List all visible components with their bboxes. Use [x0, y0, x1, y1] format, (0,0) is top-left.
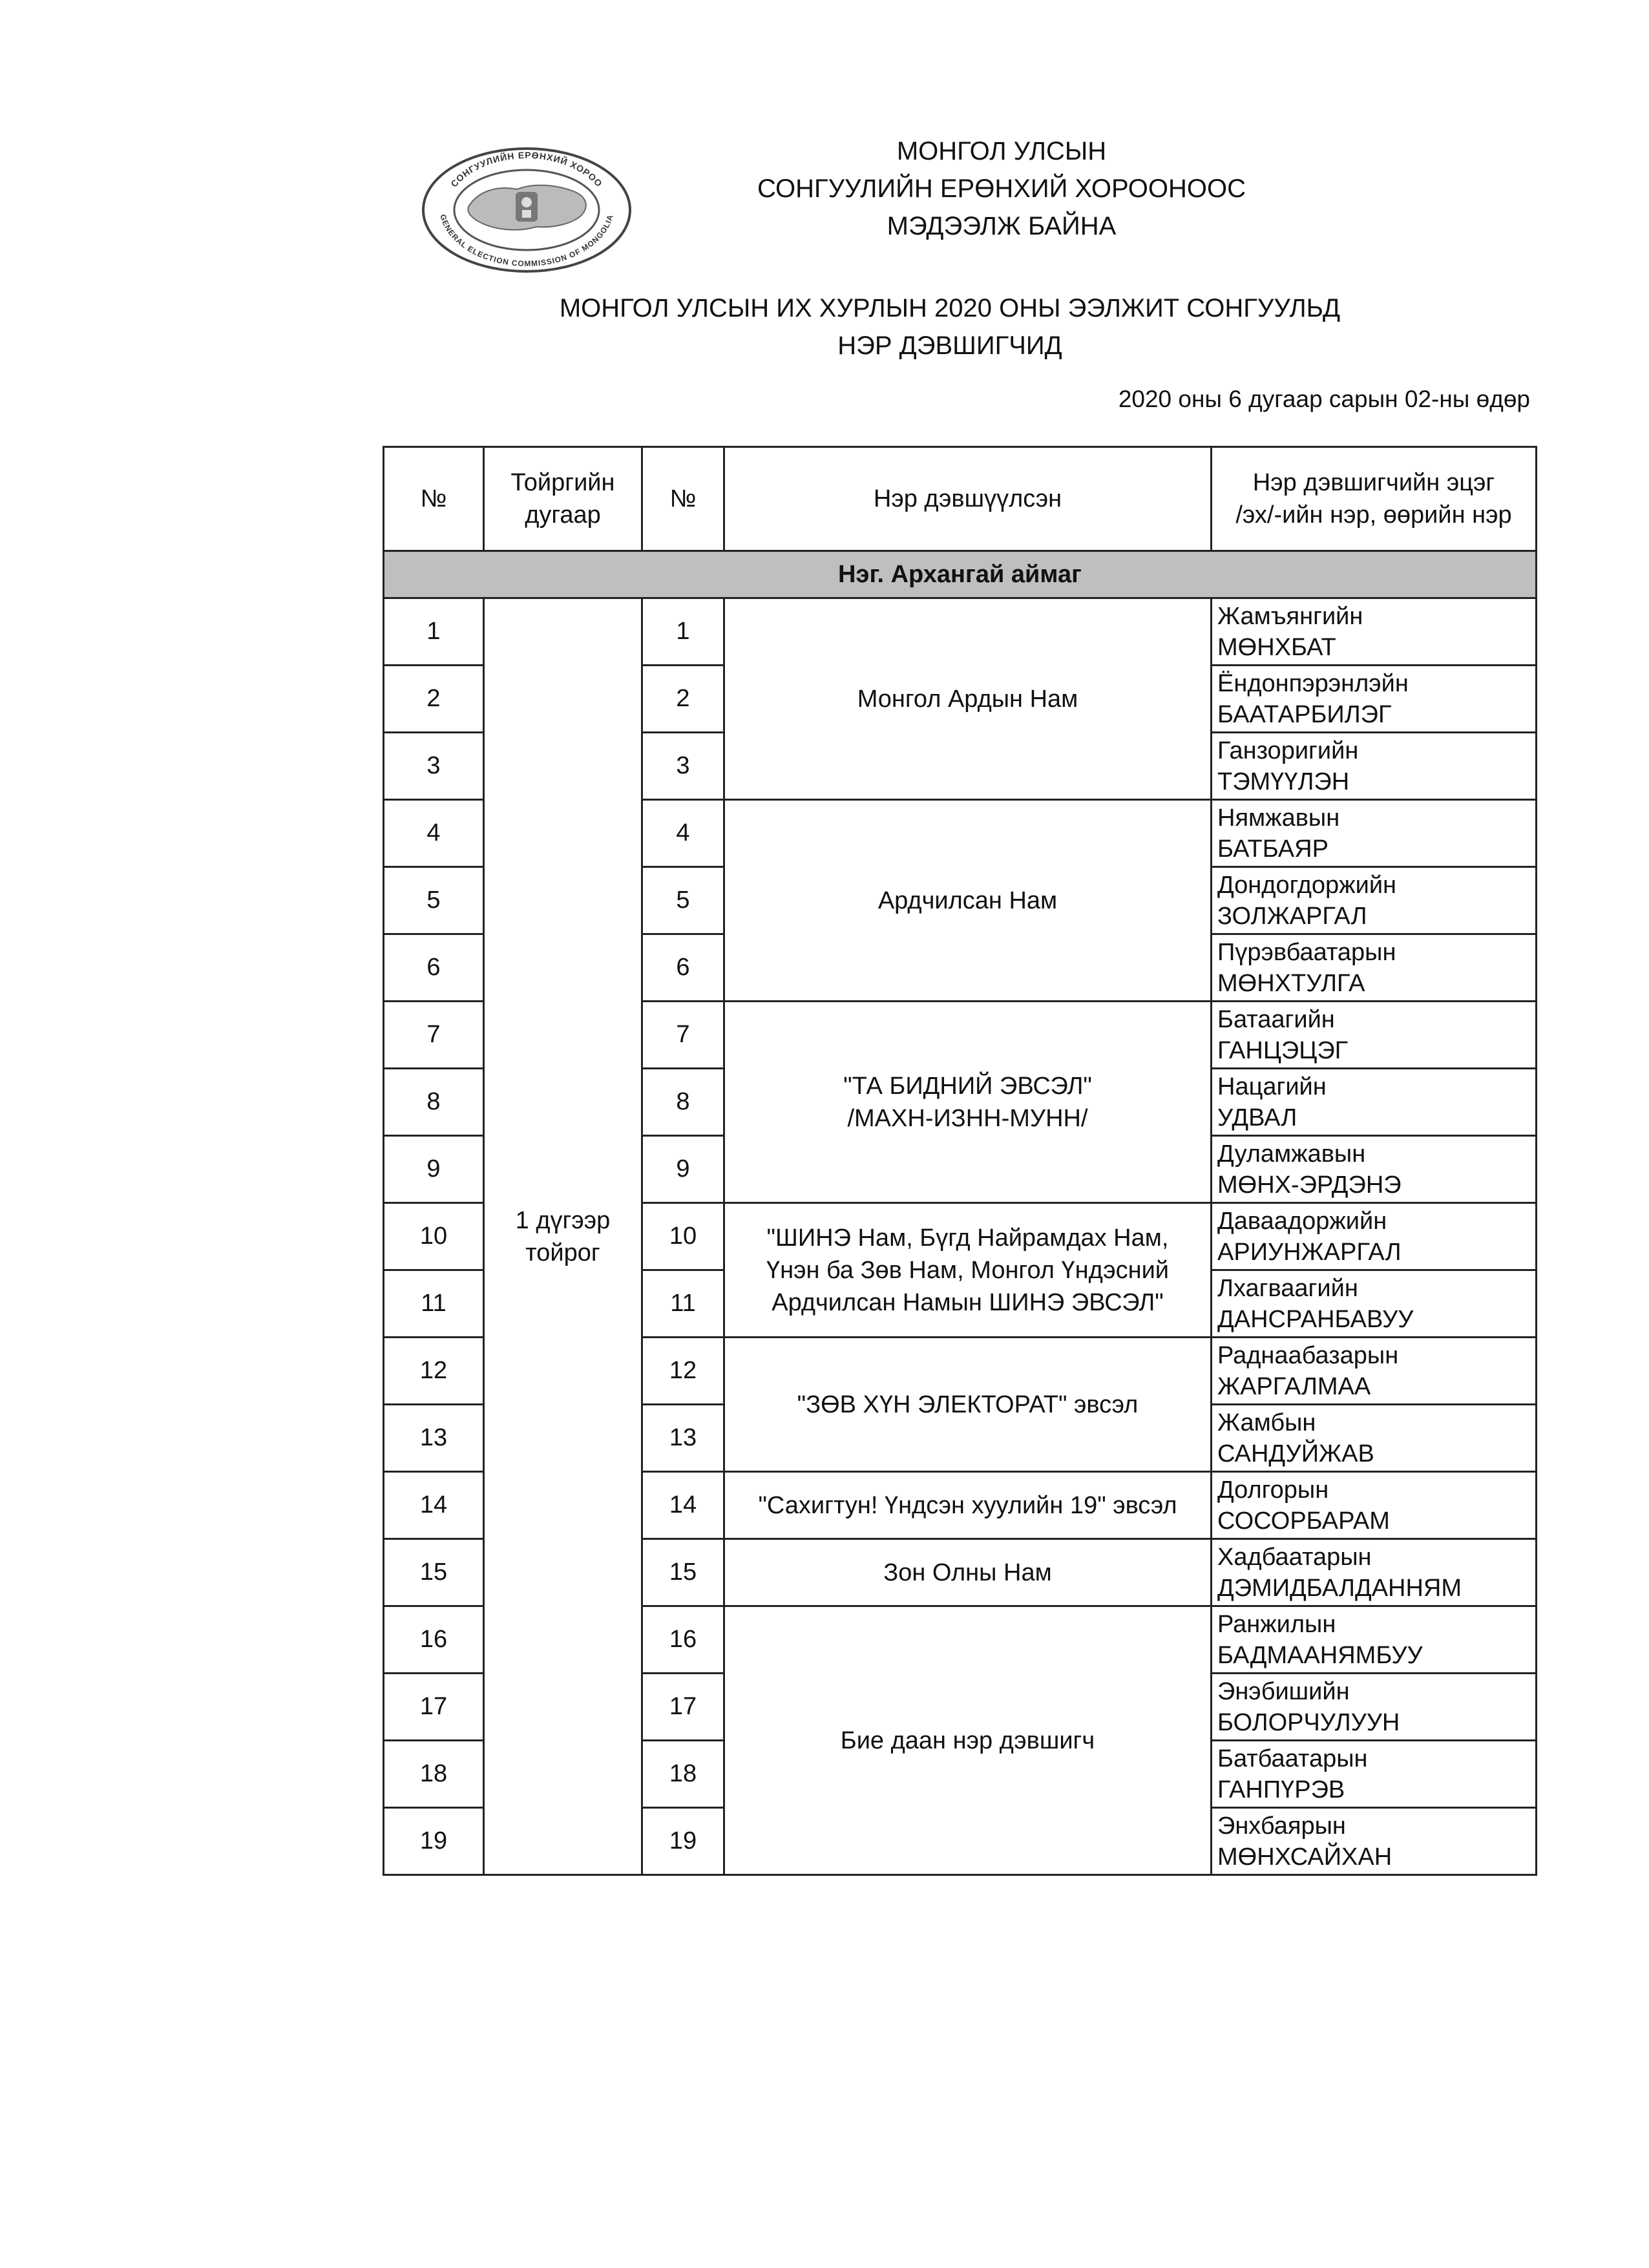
candidate-patronymic: Жамъянгийн	[1217, 602, 1363, 630]
table-header-row	[384, 447, 1537, 551]
candidate-given-name: МӨНХБАТ	[1217, 633, 1336, 661]
row-number: 11	[384, 1270, 484, 1338]
candidate-patronymic: Ганзоригийн	[1217, 737, 1359, 764]
header-no-2: №	[642, 447, 724, 551]
candidate-patronymic: Дуламжавын	[1217, 1140, 1366, 1168]
svg-text:СОНГУУЛИЙН ЕРӨНХИЙ ХОРОО: СОНГУУЛИЙН ЕРӨНХИЙ ХОРОО	[448, 149, 605, 189]
nominator-cell	[724, 1338, 1212, 1472]
candidate-given-name: ДАНСРАНБАВУУ	[1217, 1305, 1414, 1333]
candidate-given-name: МӨНХСАЙХАН	[1217, 1843, 1392, 1871]
row-number: 17	[384, 1674, 484, 1741]
candidate-name-cell	[1212, 1808, 1537, 1875]
candidate-name-cell	[1212, 1069, 1537, 1136]
candidate-given-name: ЖАРГАЛМАА	[1217, 1372, 1371, 1400]
candidate-number: 3	[642, 733, 724, 800]
candidate-number: 9	[642, 1136, 724, 1203]
row-number: 1	[384, 598, 484, 666]
seal-icon	[420, 145, 633, 275]
row-number: 14	[384, 1472, 484, 1539]
nominator-line: "ШИНЭ Нам, Бүгд Найрамдах Нам,	[766, 1224, 1169, 1252]
candidate-patronymic: Нацагийн	[1217, 1073, 1327, 1100]
candidate-number: 6	[642, 934, 724, 1002]
candidate-name-cell	[1212, 800, 1537, 867]
candidate-patronymic: Энхбаярын	[1217, 1812, 1346, 1840]
district-line-2: тойрог	[525, 1239, 600, 1266]
candidate-number: 1	[642, 598, 724, 666]
candidate-patronymic: Дондогдоржийн	[1217, 871, 1397, 899]
candidate-patronymic: Жамбын	[1217, 1409, 1316, 1436]
region-row	[384, 551, 1537, 598]
row-number: 12	[384, 1338, 484, 1405]
title-line-2: НЭР ДЭВШИГЧИД	[837, 331, 1062, 360]
header-district	[484, 447, 642, 551]
candidate-number: 10	[642, 1203, 724, 1270]
row-number: 18	[384, 1741, 484, 1808]
nominator-cell	[724, 1472, 1212, 1539]
election-commission-seal	[420, 145, 633, 275]
candidate-number: 14	[642, 1472, 724, 1539]
candidate-name-cell	[1212, 1741, 1537, 1808]
issuer-header	[711, 132, 1292, 245]
nominator-line: Үнэн ба Зөв Нам, Монгол Үндэсний	[766, 1256, 1170, 1284]
nominator-line: "ЗӨВ ХҮН ЭЛЕКТОРАТ" эвсэл	[797, 1391, 1139, 1418]
candidate-name-cell	[1212, 733, 1537, 800]
candidate-given-name: ГАНПҮРЭВ	[1217, 1776, 1345, 1803]
candidate-given-name: ЗОЛЖАРГАЛ	[1217, 902, 1367, 930]
nominator-cell	[724, 598, 1212, 800]
candidate-name-cell	[1212, 598, 1537, 666]
document-title	[388, 289, 1512, 364]
nominator-cell	[724, 1002, 1212, 1203]
nominator-line: Монгол Ардын Нам	[857, 685, 1078, 713]
header-nominator: Нэр дэвшүүлсэн	[724, 447, 1212, 551]
row-number: 9	[384, 1136, 484, 1203]
header-district-line-2: дугаар	[525, 501, 601, 529]
row-number: 13	[384, 1405, 484, 1472]
candidate-patronymic: Даваадоржийн	[1217, 1207, 1387, 1235]
header-line-1: МОНГОЛ УЛСЫН	[896, 137, 1107, 165]
candidate-number: 12	[642, 1338, 724, 1405]
row-number: 5	[384, 867, 484, 934]
candidate-given-name: БАДМААНЯМБУУ	[1217, 1641, 1423, 1669]
row-number: 3	[384, 733, 484, 800]
candidate-name-cell	[1212, 1405, 1537, 1472]
candidate-patronymic: Долгорын	[1217, 1476, 1329, 1504]
candidate-patronymic: Нямжавын	[1217, 804, 1340, 832]
candidate-name-cell	[1212, 1606, 1537, 1674]
svg-text:GENERAL ELECTION COMMISSION OF: GENERAL ELECTION COMMISSION OF MONGOLIA	[438, 213, 615, 269]
candidates-table	[383, 446, 1537, 1876]
candidate-number: 18	[642, 1741, 724, 1808]
candidate-name-cell	[1212, 934, 1537, 1002]
row-number: 10	[384, 1203, 484, 1270]
header-candidate-line-2: /эх/-ийн нэр, өөрийн нэр	[1235, 501, 1512, 529]
header-candidate-line-1: Нэр дэвшигчийн эцэг	[1252, 469, 1495, 496]
candidate-patronymic: Ранжилын	[1217, 1610, 1336, 1638]
candidate-given-name: МӨНХ-ЭРДЭНЭ	[1217, 1171, 1402, 1199]
district-line-1: 1 дүгээр	[515, 1206, 611, 1234]
candidate-number: 2	[642, 666, 724, 733]
district-cell	[484, 598, 642, 1875]
candidate-given-name: ГАНЦЭЦЭГ	[1217, 1036, 1349, 1064]
header-line-3: МЭДЭЭЛЖ БАЙНА	[887, 212, 1117, 240]
nominator-cell	[724, 1539, 1212, 1606]
candidate-number: 16	[642, 1606, 724, 1674]
row-number: 6	[384, 934, 484, 1002]
candidate-number: 5	[642, 867, 724, 934]
candidate-name-cell	[1212, 1002, 1537, 1069]
candidate-name-cell	[1212, 867, 1537, 934]
candidate-name-cell	[1212, 1203, 1537, 1270]
row-number: 2	[384, 666, 484, 733]
nominator-line: Бие даан нэр дэвшигч	[840, 1727, 1095, 1754]
nominator-line: "ТА БИДНИЙ ЭВСЭЛ"	[843, 1072, 1092, 1100]
candidate-number: 8	[642, 1069, 724, 1136]
candidate-name-cell	[1212, 1338, 1537, 1405]
candidate-given-name: САНДУЙЖАВ	[1217, 1440, 1374, 1467]
nominator-line: "Сахигтун! Үндсэн хуулийн 19" эвсэл	[758, 1491, 1177, 1519]
candidate-name-cell	[1212, 1270, 1537, 1338]
nominator-cell	[724, 1606, 1212, 1875]
header-line-2: СОНГУУЛИЙН ЕРӨНХИЙ ХОРООНООС	[757, 174, 1246, 203]
title-line-1: МОНГОЛ УЛСЫН ИХ ХУРЛЫН 2020 ОНЫ ЭЭЛЖИТ СОНГУУЛЬД	[559, 294, 1341, 322]
candidate-name-cell	[1212, 666, 1537, 733]
candidate-given-name: ДЭМИДБАЛДАННЯМ	[1217, 1574, 1462, 1602]
candidate-patronymic: Батбаатарын	[1217, 1745, 1368, 1772]
table-row	[384, 598, 1537, 666]
nominator-line: Зон Олны Нам	[883, 1559, 1052, 1586]
candidate-name-cell	[1212, 1539, 1537, 1606]
row-number: 16	[384, 1606, 484, 1674]
candidate-patronymic: Пүрэвбаатарын	[1217, 938, 1396, 966]
candidate-given-name: БОЛОРЧУЛУУН	[1217, 1708, 1400, 1736]
header-district-line-1: Тойргийн	[510, 469, 615, 496]
candidate-name-cell	[1212, 1472, 1537, 1539]
candidate-number: 13	[642, 1405, 724, 1472]
nominator-cell	[724, 1203, 1212, 1338]
nominator-line: Ардчилсан Намын ШИНЭ ЭВСЭЛ"	[772, 1288, 1164, 1316]
candidate-given-name: БААТАРБИЛЭГ	[1217, 700, 1392, 728]
nominator-cell	[724, 800, 1212, 1002]
candidate-patronymic: Энэбишийн	[1217, 1677, 1350, 1705]
nominator-line: /МАХН-ИЗНН-МУНН/	[847, 1104, 1088, 1132]
candidate-patronymic: Батаагийн	[1217, 1005, 1335, 1033]
row-number: 4	[384, 800, 484, 867]
candidate-number: 19	[642, 1808, 724, 1875]
candidate-name-cell	[1212, 1674, 1537, 1741]
candidate-patronymic: Лхагваагийн	[1217, 1274, 1358, 1302]
row-number: 19	[384, 1808, 484, 1875]
candidate-patronymic: Раднаабазарын	[1217, 1341, 1399, 1369]
candidate-number: 17	[642, 1674, 724, 1741]
candidate-number: 7	[642, 1002, 724, 1069]
candidate-given-name: БАТБАЯР	[1217, 835, 1329, 863]
row-number: 8	[384, 1069, 484, 1136]
candidate-given-name: АРИУНЖАРГАЛ	[1217, 1238, 1402, 1266]
candidate-given-name: МӨНХТУЛГА	[1217, 969, 1365, 997]
candidate-number: 4	[642, 800, 724, 867]
row-number: 15	[384, 1539, 484, 1606]
candidate-given-name: СОСОРБАРАМ	[1217, 1507, 1390, 1535]
region-name: Нэг. Архангай аймаг	[384, 551, 1537, 598]
candidate-number: 11	[642, 1270, 724, 1338]
candidate-given-name: ТЭМҮҮЛЭН	[1217, 768, 1350, 795]
candidate-patronymic: Ёндонпэрэнлэйн	[1217, 669, 1409, 697]
candidate-patronymic: Хадбаатарын	[1217, 1543, 1372, 1571]
candidate-number: 15	[642, 1539, 724, 1606]
header-no: №	[384, 447, 484, 551]
nominator-line: Ардчилсан Нам	[877, 887, 1058, 914]
candidate-given-name: УДВАЛ	[1217, 1104, 1297, 1131]
row-number: 7	[384, 1002, 484, 1069]
header-candidate	[1212, 447, 1537, 551]
document-date: 2020 оны 6 дугаар сарын 02-ны өдөр	[1118, 386, 1530, 412]
candidate-name-cell	[1212, 1136, 1537, 1203]
